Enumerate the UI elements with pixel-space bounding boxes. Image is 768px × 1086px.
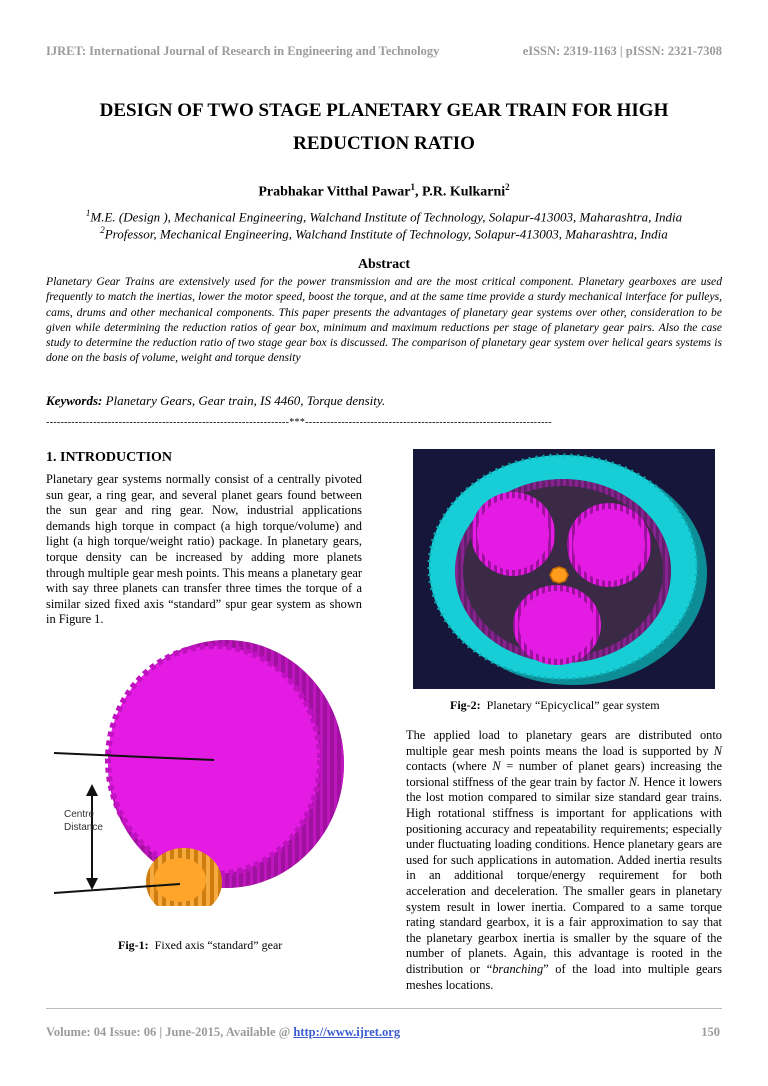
affiliation-2 (30, 225, 738, 242)
figure-2-caption-text: Planetary “Epicyclical” gear system (486, 698, 660, 712)
author-1: Prabhakar Vitthal Pawar (258, 184, 411, 200)
affiliation-2-sup: 2 (100, 225, 105, 235)
paragraph-part-b: contacts (where (406, 759, 493, 774)
footer-divider (46, 1008, 722, 1009)
keywords-label: Keywords: (46, 393, 103, 408)
journal-link[interactable]: http://www.ijret.org (293, 1025, 401, 1039)
journal-header: IJRET: International Journal of Research in Engineering and Technology (46, 44, 440, 58)
page-number: 150 (701, 1025, 720, 1039)
keywords-text: Planetary Gears, Gear train, IS 4460, Torque density. (102, 393, 386, 408)
issn-header: eISSN: 2319-1163 | pISSN: 2321-7308 (522, 44, 722, 58)
variable-n-1: N (713, 743, 722, 758)
sun-gear (550, 567, 568, 583)
paragraph-part-d: Hence it lowers the lost motion compared to similar size standard gear trains. High rotational stiffness is important for applications with positioning accuracy and repeatability requirements; especially under fluctuating loading conditions. Hence planetary gears are used for such applications in automation. Added inertia results in an additional torque/energy requirement for both acceleration and deceleration. The smaller gears in planetary system result in lower inertia. Compared to a same torque rating standard gearbox, it is a fair approximation to say that the planetary gearbox inertia is smaller by the square of the number of planets. Again, this advantage is rooted in the distribution or “ (406, 774, 722, 976)
paper-title-line2: REDUCTION RATIO (293, 133, 475, 154)
load-distribution-paragraph (406, 728, 722, 993)
author-1-sup: 1 (410, 182, 416, 192)
author-2: P.R. Kulkarni (422, 184, 506, 200)
introduction-heading: 1. INTRODUCTION (46, 450, 173, 465)
keywords (46, 393, 722, 409)
figure-1-label: Fig-1: (118, 938, 149, 952)
affiliation-2-text: Professor, Mechanical Engineering, Walchand Institute of Technology, Solapur-413003, Maharashtra, India (104, 226, 668, 242)
paragraph-part-c: = number of planet gears) increasing the torsional stiffness of the gear train by factor (406, 759, 722, 789)
affiliation-1-sup: 1 (85, 208, 91, 218)
author-list (40, 182, 728, 201)
figure-1-caption (118, 938, 282, 953)
figure-2-image (413, 449, 715, 689)
footer-volume (46, 1025, 400, 1040)
author-separator: , (415, 184, 423, 200)
footer-volume-text: Volume: 04 Issue: 06 | June-2015, Available @ (46, 1025, 294, 1039)
variable-n-2: N (492, 759, 501, 774)
figure-1-image (54, 636, 358, 906)
figure-2-caption (450, 698, 660, 713)
paragraph-part-a: The applied load to planetary gears are distributed onto multiple gear mesh points means the load is supported by (406, 728, 722, 758)
figure-2-label: Fig-2: (450, 698, 481, 712)
affiliation-1 (30, 208, 738, 225)
abstract-text: Planetary Gear Trains are extensively used for the power transmission and are the most critical component. Planetary gearboxes are used frequently to match the inertias, lower the motor speed, boost the torque, and at the same time provide a sturdy mechanical interface for pulleys, cams, drums and other mechanical components. This paper presents the advantages of planetary gear systems over other, consideration to be given while determining the reduction ratios of gear box, minimum and maximum reductions per stage of planetary gear pairs. Also the case study to determine the reduction ratio of two stage gear box is discussed. The comparison of planetary gear system over helical gears systems is done on the basis of volume, weight and torque density (46, 275, 722, 365)
distance-label: Distance (64, 822, 103, 833)
paper-title-line1: DESIGN OF TWO STAGE PLANETARY GEAR TRAIN FOR HIGH (99, 100, 669, 121)
branching-term: branching (492, 961, 544, 976)
introduction-paragraph: Planetary gear systems normally consist of a centrally pivoted sun gear, a ring gear, and several planet gears found between the sun gear and ring gear. Now, industrial applications demands high torque in compact (a high torque/volume) and light (a high torque/weight ratio) package. In planetary gears, torque density can be increased by adding more planets through multiple gear mesh points. This means a planetary gear with say three planets can transfer three times the torque of a similar sized fixed axis “standard” spur gear system as shown in Figure 1. (46, 472, 362, 627)
variable-n-3: N. (628, 774, 641, 789)
figure-1-caption-text: Fixed axis “standard” gear (154, 938, 283, 952)
section-separator: -------------------------------------------------------------------***-------------------------------------------------------------------- (46, 417, 552, 428)
author-2-sup: 2 (505, 182, 510, 192)
affiliation-1-text: M.E. (Design ), Mechanical Engineering, Walchand Institute of Technology, Solapur-413003, Maharashtra, India (90, 209, 683, 225)
paragraph-part-e: ” of the load into multiple gears meshes locations. (406, 961, 722, 992)
abstract-heading: Abstract (357, 257, 411, 272)
centre-label: Centre (64, 809, 95, 820)
